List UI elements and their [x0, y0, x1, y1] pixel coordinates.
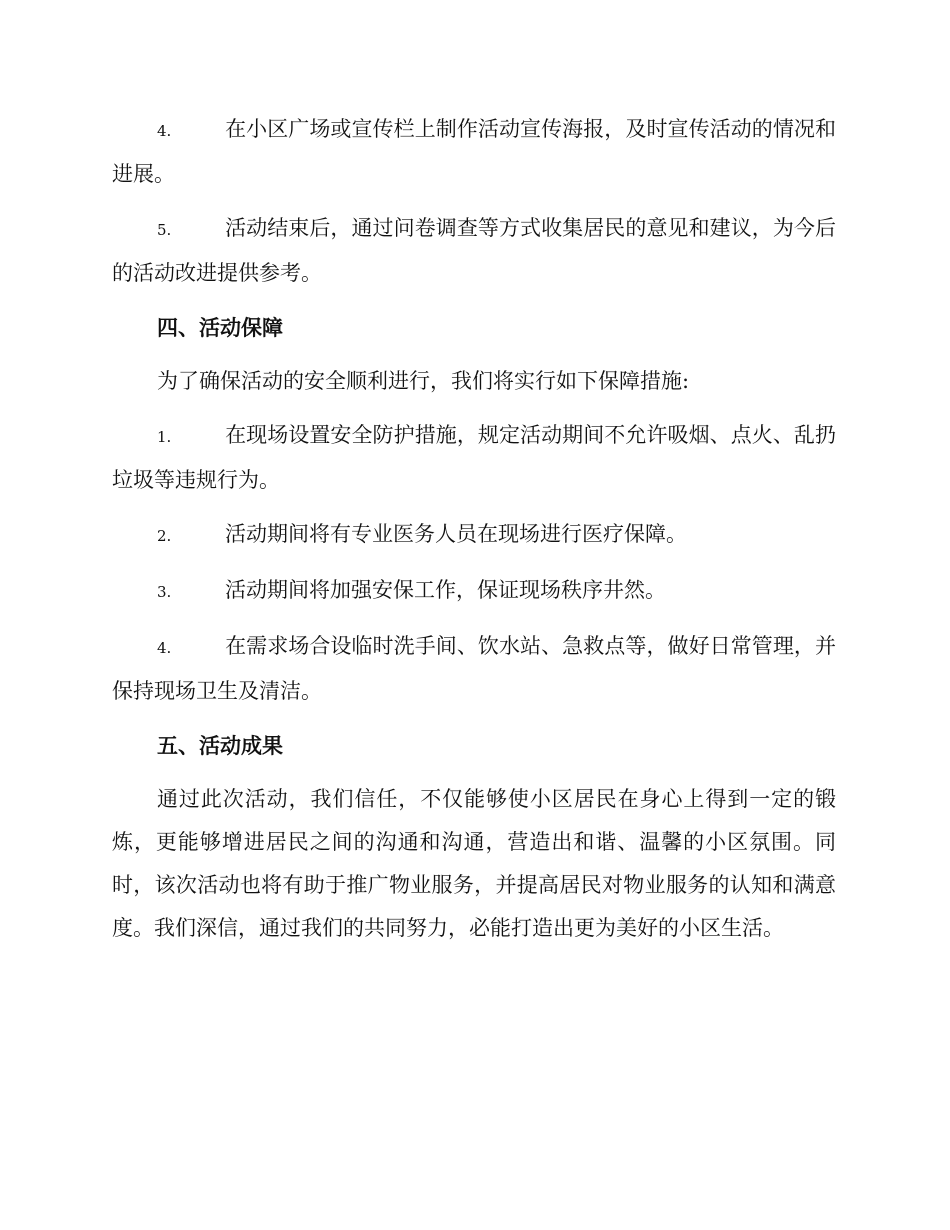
- list-item: [112, 207, 836, 295]
- list-number: 1.: [157, 428, 172, 446]
- section-heading-results: 五、活动成果: [157, 733, 283, 758]
- list-text: 活动期间将加强安保工作，保证现场秩序井然。: [225, 578, 666, 602]
- list-number: 4.: [157, 122, 172, 140]
- list-number: 5.: [157, 221, 172, 239]
- list-text: 在需求场合设临时洗手间、饮水站、急救点等，做好日常管理，并保持现场卫生及清洁。: [112, 634, 836, 703]
- list-item: [112, 625, 836, 713]
- list-text: 活动结束后，通过问卷调查等方式收集居民的意见和建议，为今后的活动改进提供参考。: [112, 216, 836, 285]
- list-item: [112, 108, 836, 196]
- list-text: 在现场设置安全防护措施，规定活动期间不允许吸烟、点火、乱扔垃圾等违规行为。: [112, 423, 836, 492]
- list-number: 4.: [157, 639, 172, 657]
- list-number: 2.: [157, 527, 172, 545]
- section-intro-paragraph: 为了确保活动的安全顺利进行，我们将实行如下保障措施:: [157, 369, 690, 393]
- results-paragraph: 通过此次活动，我们信任，不仅能够使小区居民在身心上得到一定的锻炼，更能够增进居民之间的沟通和沟通，营造出和谐、温馨的小区氛围。同时，该次活动也将有助于推广物业服务，并提高居民对物业服务的认知和满意度。我们深信，通过我们的共同努力，必能打造出更为美好的小区生活。: [112, 787, 836, 940]
- list-text: 活动期间将有专业医务人员在现场进行医疗保障。: [225, 522, 687, 546]
- section-heading-safeguards: 四、活动保障: [157, 315, 283, 340]
- list-text: 在小区广场或宣传栏上制作活动宣传海报，及时宣传活动的情况和进展。: [112, 117, 836, 186]
- document-content: [112, 108, 836, 961]
- list-item: [112, 414, 836, 502]
- list-item: [112, 569, 836, 614]
- list-item: [112, 513, 836, 558]
- list-number: 3.: [157, 583, 172, 601]
